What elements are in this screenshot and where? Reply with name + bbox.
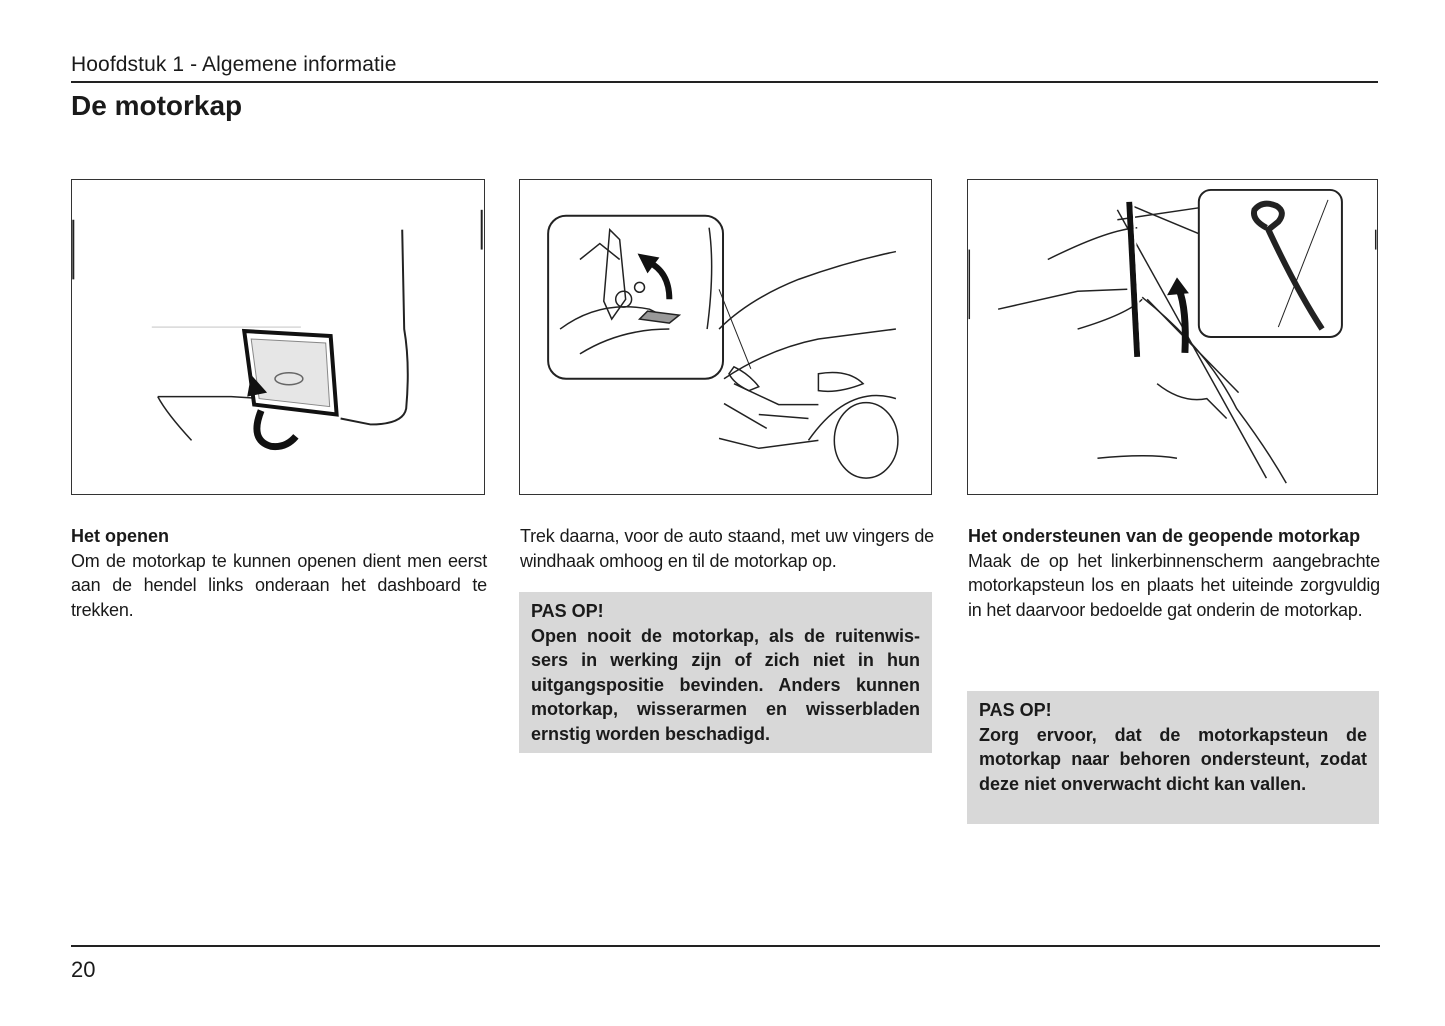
warning-title: PAS OP! <box>979 700 1052 720</box>
section-heading-opening: Het openen <box>71 526 170 546</box>
hood-support-rod-illustration <box>967 179 1378 495</box>
warning-text: Zorg ervoor, dat de motorkapsteun de motorkap naar behoren ondersteunt, zodat deze niet onverwacht dicht kan vallen. <box>979 724 1367 794</box>
hood-safety-catch-illustration <box>519 179 932 495</box>
hood-release-lever-illustration <box>71 179 485 495</box>
page-number: 20 <box>71 957 96 982</box>
column-middle <box>520 524 934 573</box>
page-title: De motorkap <box>71 90 243 121</box>
column-left <box>71 524 487 622</box>
header-divider <box>71 81 1378 83</box>
paragraph-opening: Om de motorkap te kunnen openen dient men eerst aan de hendel links onderaan het dashboard te trekken. <box>71 550 487 620</box>
chapter-header: Hoofdstuk 1 - Algemene informatie <box>71 53 397 76</box>
section-heading-support: Het ondersteunen van de geopende motorkap <box>968 526 1361 546</box>
column-right <box>968 524 1380 622</box>
warning-box-support <box>967 691 1379 824</box>
safety-catch-icon <box>520 180 931 494</box>
paragraph-support: Maak de op het linkerbinnenscherm aangebrachte motorkapsteun los en plaats het uiteinde zorgvuldig in het daarvoor bedoelde gat onderin de motorkap. <box>968 550 1380 620</box>
footer-divider <box>71 945 1380 947</box>
hood-release-lever-icon <box>72 180 484 494</box>
support-rod-icon <box>968 180 1377 494</box>
warning-box-wipers <box>519 592 932 753</box>
warning-text: Open nooit de motorkap, als de ruitenwissers in werking zijn of zich niet in hun uitgangspositie bevinden. Anders kunnen motorkap, wisserarmen en wisserbladen ernstig worden beschadigd. <box>531 625 920 744</box>
paragraph-lift-hood: Trek daarna, voor de auto staand, met uw vingers de windhaak omhoog en til de motorkap op. <box>520 526 934 571</box>
warning-title: PAS OP! <box>531 601 604 621</box>
